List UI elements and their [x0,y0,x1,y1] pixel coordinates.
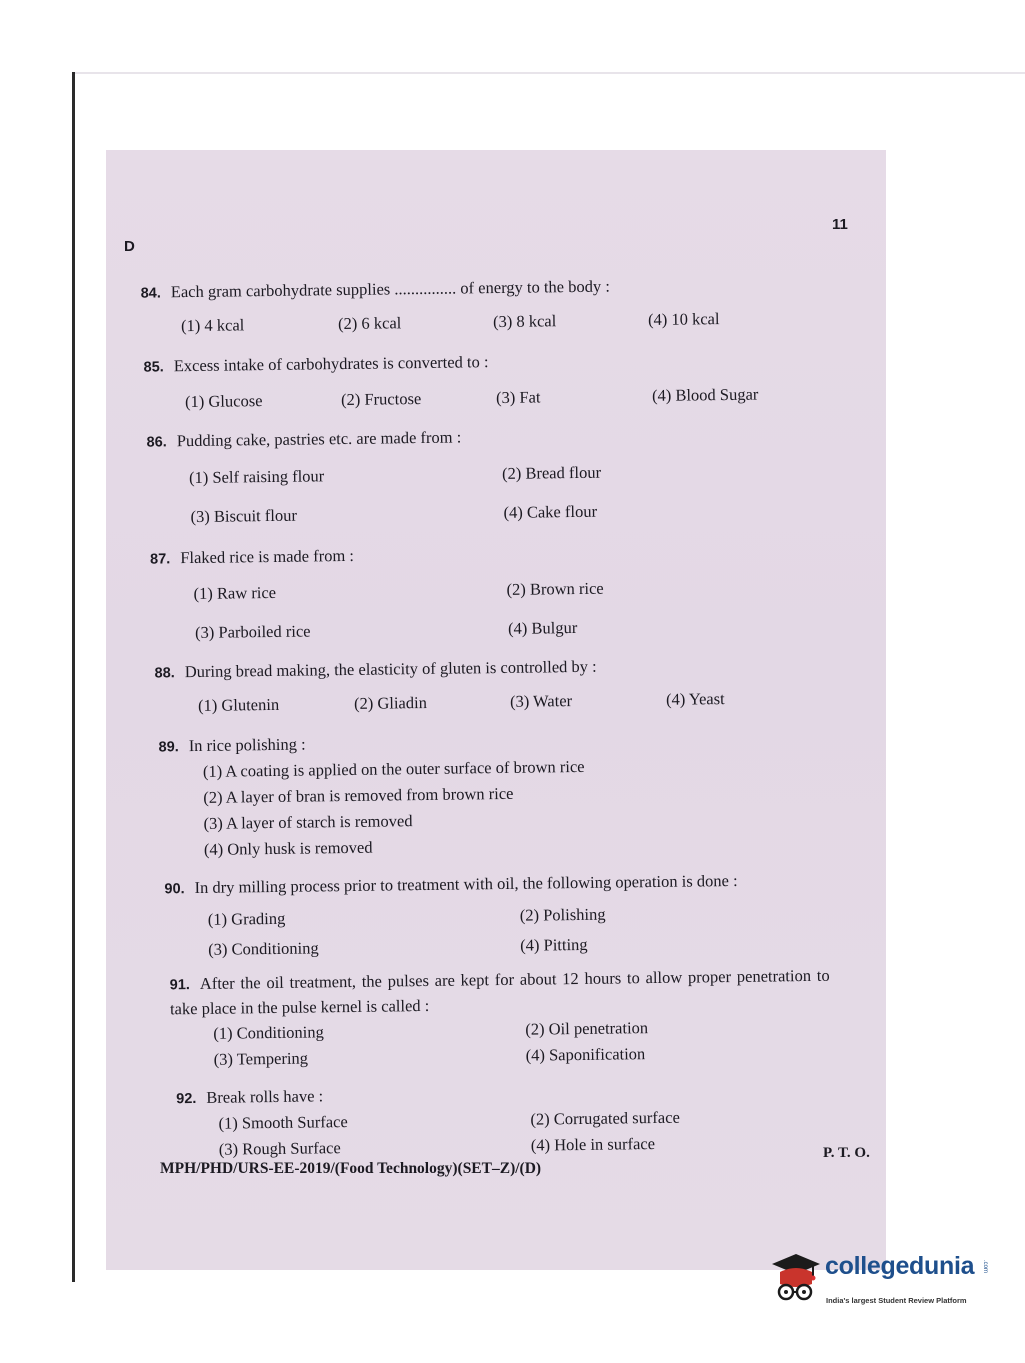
option: (3) Biscuit flour [190,505,298,527]
option: (3) Fat [495,387,541,408]
question-number: 91. [169,977,190,994]
option: (1) Grading [207,908,286,929]
question-84 [141,277,611,303]
pto-label: P. T. O. [823,1145,870,1161]
question-number: 89. [158,739,179,756]
option: (2) 6 kcal [337,313,402,334]
option: (1) Glucose [184,391,263,412]
option: (3) Rough Surface [218,1138,341,1159]
question-text: During bread making, the elasticity of gluten is controlled by : [184,656,597,682]
page-number: 11 [832,216,848,233]
option: (2) Oil penetration [525,1018,649,1039]
option: (2) Fructose [340,389,422,410]
question-87 [150,546,354,569]
option: (2) Brown rice [506,578,604,599]
option: (4) Saponification [525,1044,646,1065]
option: (4) Bulgur [507,617,578,638]
option: (4) Blood Sugar [651,384,759,405]
option: (1) A coating is applied on the outer surface of brown rice [202,756,585,781]
brand-name: collegedunia [825,1252,975,1280]
question-89 [158,735,305,757]
question-number: 88. [154,665,175,682]
paper-code: MPH/PHD/URS-EE-2019/(Food Technology)(SET–Z)/(D) [160,1160,542,1177]
question-text: Flaked rice is made from : [180,545,355,568]
option: (4) Only husk is removed [203,837,373,859]
question-number: 84. [140,285,161,302]
option: (1) Conditioning [213,1022,324,1043]
option: (1) 4 kcal [180,315,245,336]
option: (3) Parboiled rice [194,621,311,642]
option: (1) Raw rice [193,582,277,604]
question-88 [154,657,596,683]
question-92 [176,1086,323,1108]
question-text: After the oil treatment, the pulses are kept for about 12 hours to allow proper penetration to take place in the pulse kernel is called : [169,965,830,1019]
option: (2) Corrugated surface [530,1107,680,1129]
question-text: In rice polishing : [188,734,306,756]
option: (4) Hole in surface [530,1134,656,1155]
brand-suffix: .com [982,1260,988,1274]
question-text: Pudding cake, pastries etc. are made from : [176,427,462,451]
question-text: Each gram carbohydrate supplies ............... of energy to the body : [170,276,611,302]
option: (4) Pitting [520,934,588,955]
question-number: 92. [176,1091,197,1108]
question-number: 90. [164,881,185,898]
collegedunia-watermark [768,1250,998,1310]
option: (2) Gliadin [353,692,428,713]
question-85 [143,352,488,377]
option: (3) Conditioning [208,938,319,959]
option: (3) Tempering [213,1048,309,1069]
option: (4) 10 kcal [647,309,720,330]
brand-tagline: India's largest Student Review Platform [826,1296,967,1305]
question-number: 87. [150,551,171,568]
question-number: 85. [143,359,164,376]
question-90 [164,871,737,899]
graduate-mascot-icon [768,1250,824,1308]
option: (4) Cake flour [503,501,598,522]
option: (2) Bread flour [501,462,602,483]
option: (3) 8 kcal [492,311,557,332]
option: (2) Polishing [519,904,606,925]
question-text: Excess intake of carbohydrates is converted to : [173,352,489,376]
question-number: 86. [146,434,167,451]
option: (1) Self raising flour [188,466,325,488]
option: (1) Smooth Surface [218,1112,348,1133]
question-text: Break rolls have : [206,1086,324,1107]
option: (2) A layer of bran is removed from brown rice [203,783,514,807]
option: (4) Yeast [665,689,725,709]
question-86 [146,427,461,451]
question-text: In dry milling process prior to treatment with oil, the following operation is done : [194,870,738,898]
option: (3) A layer of starch is removed [203,811,413,833]
question-91 [170,964,831,1022]
option: (1) Glutenin [197,694,280,715]
option: (3) Water [509,691,573,711]
set-letter: D [124,238,135,255]
